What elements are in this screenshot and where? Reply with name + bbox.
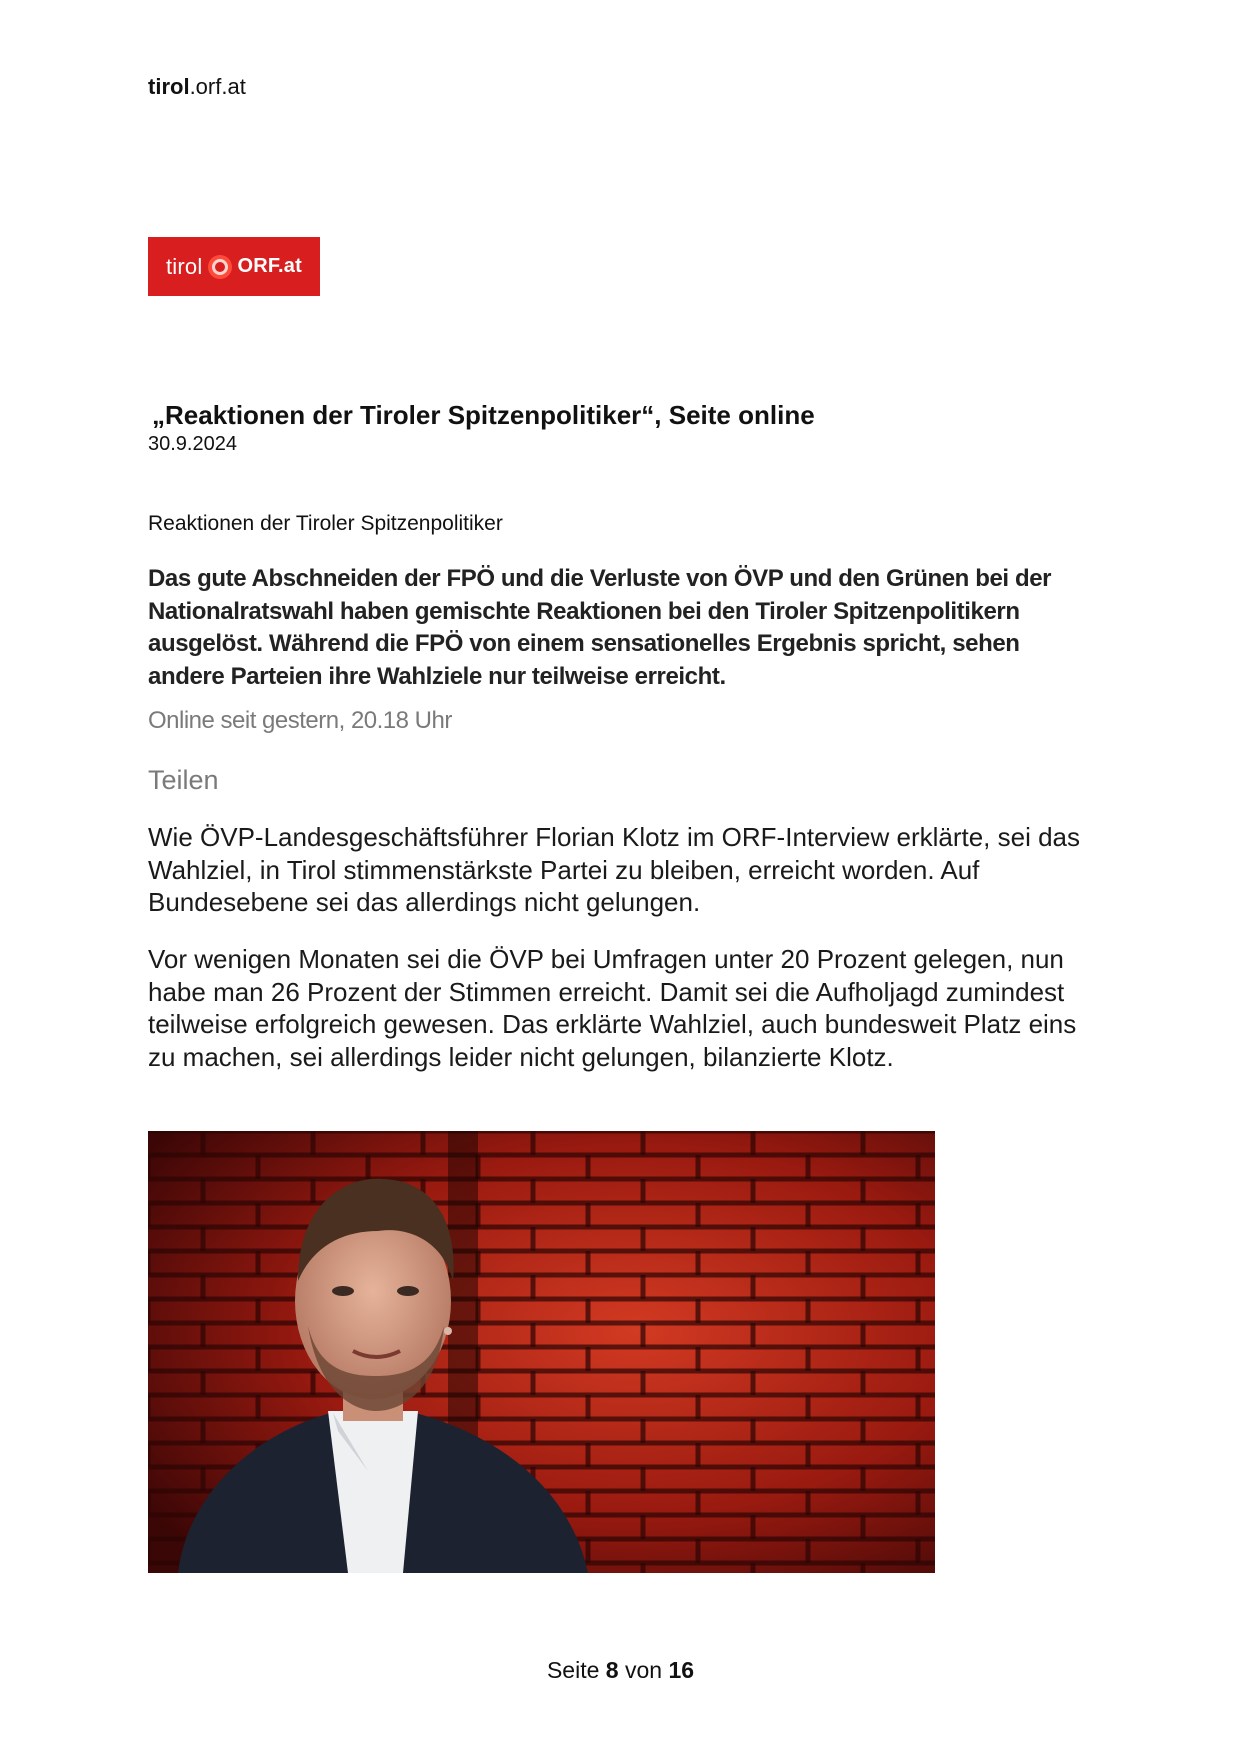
photo-illustration (148, 1131, 935, 1573)
footer-page-total: 16 (668, 1657, 695, 1683)
article-photo (148, 1131, 935, 1573)
footer-page-number: 8 (605, 1657, 619, 1683)
share-button[interactable]: Teilen (148, 765, 219, 795)
document-date: 30.9.2024 (148, 433, 237, 455)
orf-eye-icon (208, 255, 232, 279)
footer-middle: von (624, 1657, 663, 1683)
document-title: „Reaktionen der Tiroler Spitzenpolitiker“, Seite online (152, 400, 815, 430)
page-footer (0, 1657, 1241, 1684)
tirol-orf-logo (148, 237, 320, 296)
article-lead: Das gute Abschneiden der FPÖ und die Verluste von ÖVP und den Grünen bei der Nationalratswahl haben gemischte Reaktionen bei den Tiroler Spitzenpolitikern ausgelöst. Während die FPÖ von einem sensationelles Ergebnis spricht, sehen andere Parteien ihre Wahlziele nur teilweise erreicht. (148, 565, 1052, 690)
article-paragraph-1: Wie ÖVP-Landesgeschäftsführer Florian Klotz im ORF-Interview erklärte, sei das Wahlziel, in Tirol stimmenstärkste Partei zu bleiben, erreicht worden. Auf Bundesebene sei das allerdings nicht gelungen. (148, 822, 1081, 917)
online-since-timestamp: Online seit gestern, 20.18 Uhr (148, 707, 452, 734)
logo-brand: ORF.at (237, 255, 302, 277)
footer-prefix: Seite (546, 1657, 600, 1683)
site-header (148, 74, 246, 100)
site-header-bold: tirol (148, 74, 190, 99)
article-paragraph-2: Vor wenigen Monaten sei die ÖVP bei Umfragen unter 20 Prozent gelegen, nun habe man 26 Prozent der Stimmen erreicht. Damit sei die Aufholjagd zumindest teilweise erfolgreich gewesen. Das erklärte Wahlziel, auch bundesweit Platz eins zu machen, sei allerdings leider nicht gelungen, bilanzierte Klotz. (148, 944, 1077, 1072)
article-kicker: Reaktionen der Tiroler Spitzenpolitiker (148, 512, 503, 535)
logo-word: tirol (166, 253, 203, 279)
site-header-rest: .orf.at (189, 74, 246, 99)
